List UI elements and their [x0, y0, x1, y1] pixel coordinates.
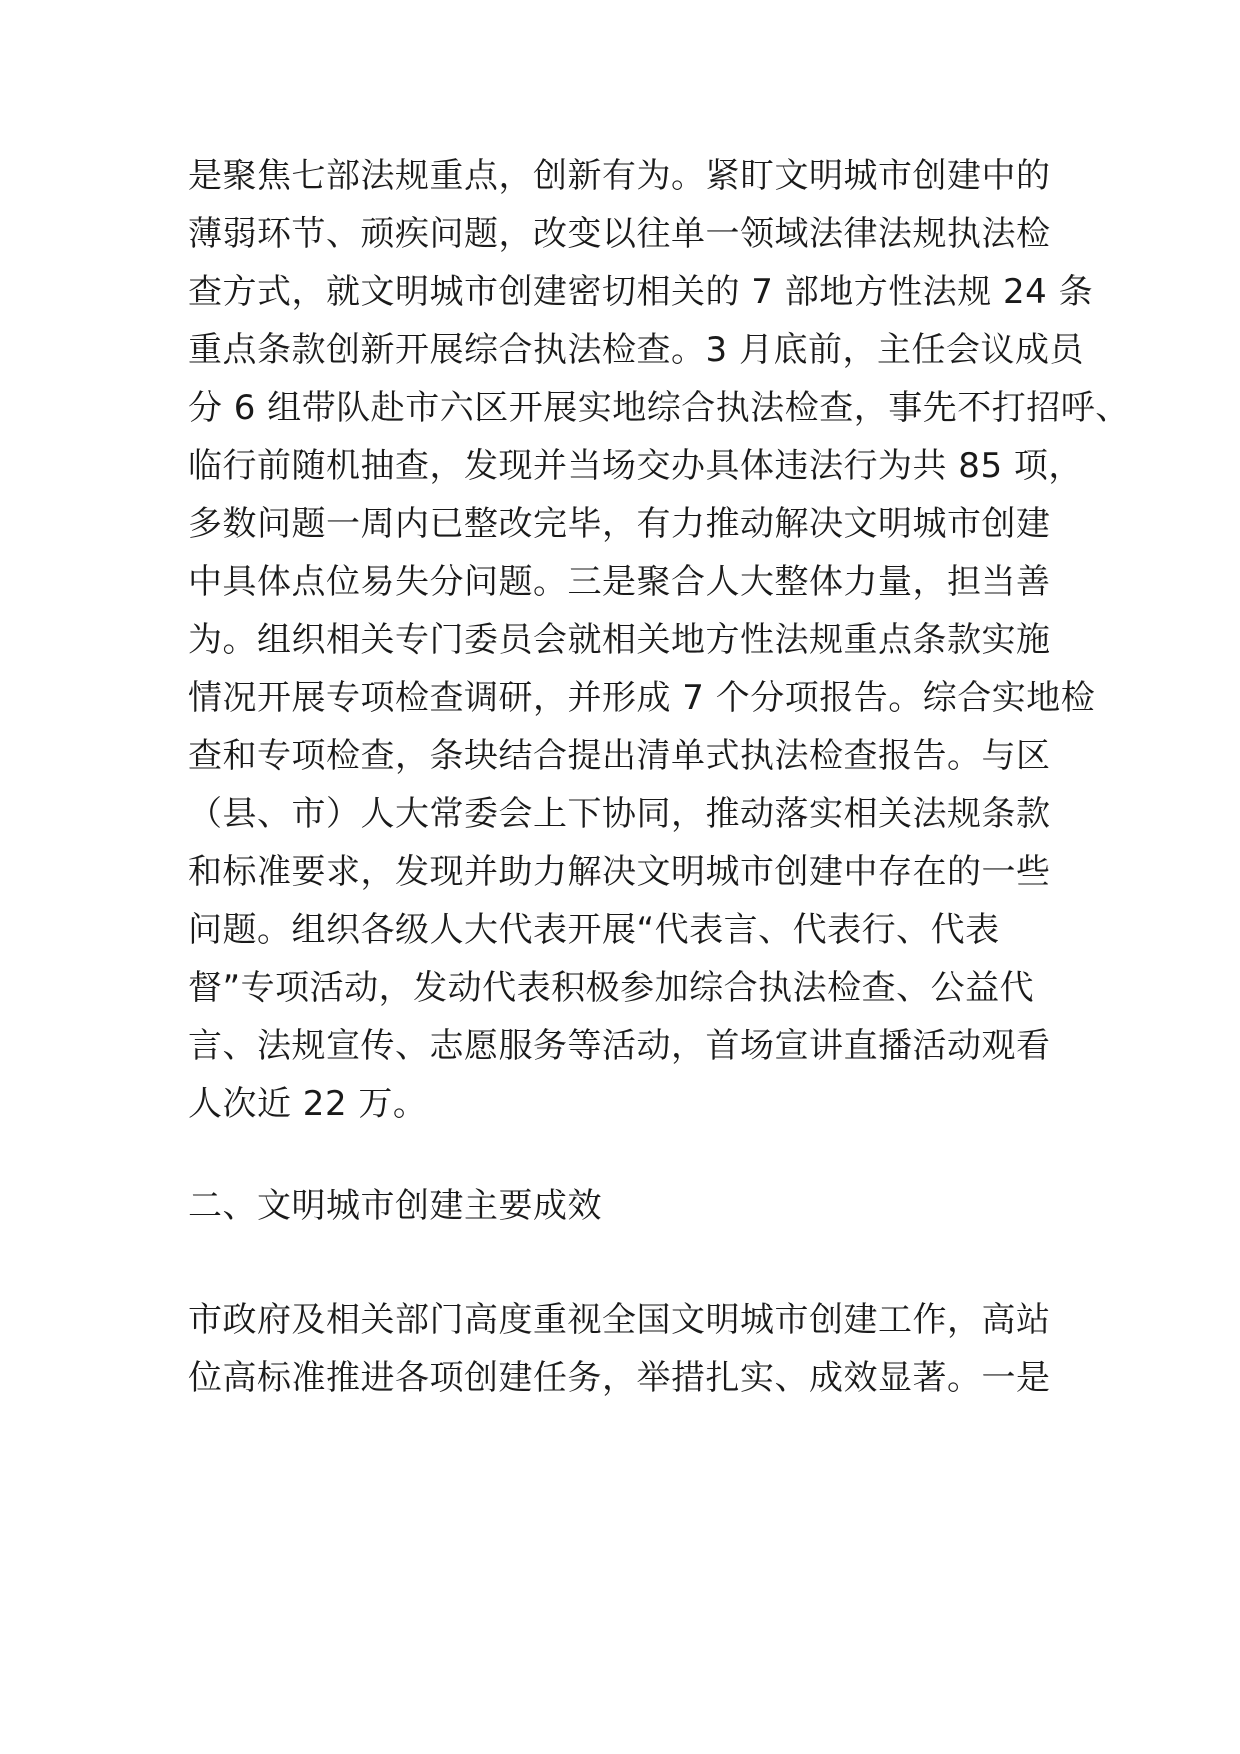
text-line: 言、法规宣传、志愿服务等活动，首场宣讲直播活动观看: [188, 1026, 1051, 1066]
text-line: 情况开展专项检查调研，并形成 7 个分项报告。综合实地检: [188, 678, 1096, 718]
text-line: 分 6 组带队赴市六区开展实地综合执法检查，事先不打招呼、: [188, 388, 1130, 428]
text-line: 为。组织相关专门委员会就相关地方性法规重点条款实施: [188, 620, 1051, 660]
text-line: 重点条款创新开展综合执法检查。3 月底前，主任会议成员: [188, 330, 1084, 370]
text-line: 多数问题一周内已整改完毕，有力推动解决文明城市创建: [188, 504, 1051, 544]
section-heading: 二、文明城市创建主要成效: [188, 1186, 602, 1226]
text-line: 查和专项检查，条块结合提出清单式执法检查报告。与区: [188, 736, 1051, 776]
text-line: 督”专项活动，发动代表积极参加综合执法检查、公益代: [188, 968, 1035, 1008]
text-line: （县、市）人大常委会上下协同，推动落实相关法规条款: [188, 794, 1051, 834]
text-line: 中具体点位易失分问题。三是聚合人大整体力量，担当善: [188, 562, 1051, 602]
text-line: 市政府及相关部门高度重视全国文明城市创建工作，高站: [188, 1300, 1051, 1340]
text-line: 和标准要求，发现并助力解决文明城市创建中存在的一些: [188, 852, 1051, 892]
text-line: 临行前随机抽查，发现并当场交办具体违法行为共 85 项，: [188, 446, 1083, 486]
text-line: 是聚焦七部法规重点，创新有为。紧盯文明城市创建中的: [188, 156, 1051, 196]
text-line: 人次近 22 万。: [188, 1084, 428, 1124]
text-line: 位高标准推进各项创建任务，举措扎实、成效显著。一是: [188, 1358, 1051, 1398]
text-line: 薄弱环节、顽疾问题，改变以往单一领域法律法规执法检: [188, 214, 1051, 254]
text-line: 查方式，就文明城市创建密切相关的 7 部地方性法规 24 条: [188, 272, 1094, 312]
text-line: 问题。组织各级人大代表开展“代表言、代表行、代表: [188, 910, 1000, 950]
